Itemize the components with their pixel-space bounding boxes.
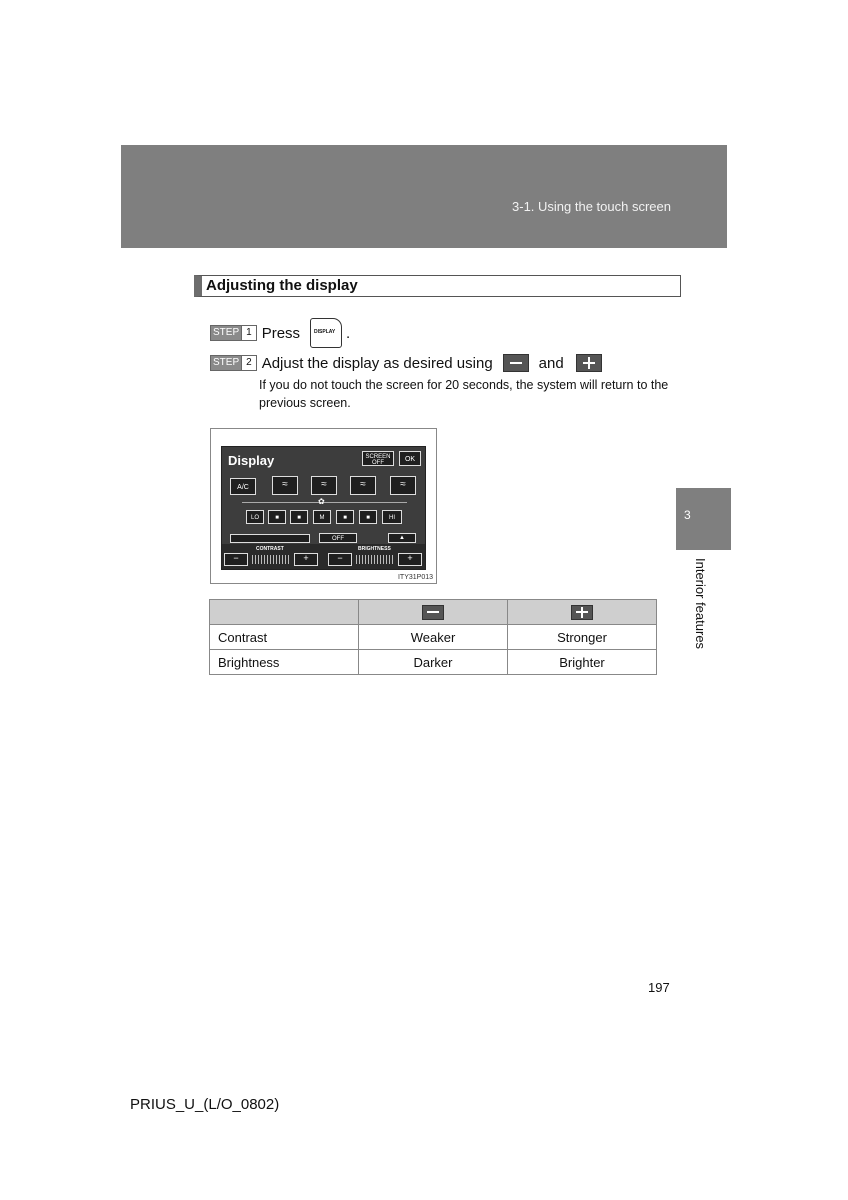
- table-row: [210, 625, 657, 650]
- adjustment-table: [209, 599, 657, 675]
- display-key-icon: DISPLAY: [310, 318, 342, 348]
- contrast-slider[interactable]: [252, 555, 290, 564]
- vent-mode-2-icon[interactable]: ≈: [311, 476, 337, 495]
- fan-level-5-button[interactable]: ■: [336, 510, 354, 524]
- step-1: [210, 318, 350, 348]
- note-text: If you do not touch the screen for 20 seconds, the system will return to the previous screen.: [259, 378, 669, 410]
- fan-level-2-button[interactable]: ■: [268, 510, 286, 524]
- chapter-number: 3: [684, 508, 691, 522]
- fan-icon: ✿: [318, 497, 325, 506]
- chapter-label: Interior features: [693, 558, 708, 650]
- touch-screen: [221, 446, 426, 570]
- brightness-minus-button[interactable]: −: [328, 553, 352, 566]
- fan-m-button[interactable]: M: [313, 510, 331, 524]
- table-header-empty: [210, 600, 359, 625]
- plus-icon: [571, 605, 593, 620]
- contrast-label: CONTRAST: [256, 546, 284, 552]
- footer-code: PRIUS_U_(L/O_0802): [130, 1096, 280, 1113]
- brightness-slider[interactable]: [356, 555, 394, 564]
- figure-code: ITY31P013: [397, 574, 433, 581]
- row-label: Contrast: [210, 625, 359, 650]
- scroll-up-button[interactable]: ▲: [388, 533, 416, 543]
- row-minus-value: Weaker: [359, 625, 508, 650]
- step-text: Adjust the display as desired using: [261, 354, 493, 372]
- minus-icon: [422, 605, 444, 620]
- row-plus-value: Stronger: [508, 625, 657, 650]
- step-badge: STEP 1: [210, 325, 257, 341]
- defrost-icon[interactable]: ≈: [390, 476, 416, 495]
- row-plus-value: Brighter: [508, 650, 657, 675]
- table-header-plus: [508, 600, 657, 625]
- row-label: Brightness: [210, 650, 359, 675]
- section-reference: 3-1. Using the touch screen: [512, 199, 671, 214]
- page-number: 197: [648, 980, 670, 995]
- fan-lo-button[interactable]: LO: [246, 510, 264, 524]
- table-header-row: [210, 600, 657, 625]
- step-text: Press: [261, 324, 301, 342]
- step-text-mid: and: [538, 354, 564, 372]
- fan-hi-button[interactable]: HI: [382, 510, 402, 524]
- table-header-minus: [359, 600, 508, 625]
- display-figure: [210, 428, 437, 584]
- ok-button[interactable]: OK: [399, 451, 421, 466]
- brightness-plus-button[interactable]: +: [398, 553, 422, 566]
- step-badge: STEP 2: [210, 355, 257, 371]
- section-title: Adjusting the display: [194, 275, 681, 297]
- vent-mode-3-icon[interactable]: ≈: [350, 476, 376, 495]
- row-minus-value: Darker: [359, 650, 508, 675]
- table-row: [210, 650, 657, 675]
- plus-icon: [576, 354, 602, 372]
- brightness-label: BRIGHTNESS: [358, 546, 391, 552]
- screen-off-button[interactable]: SCREEN OFF: [362, 451, 394, 466]
- contrast-plus-button[interactable]: +: [294, 553, 318, 566]
- airflow-button[interactable]: [230, 534, 310, 543]
- ac-button[interactable]: A/C: [230, 478, 256, 495]
- header-band: [121, 145, 727, 248]
- step-2: [210, 354, 602, 372]
- step-text-end: .: [346, 324, 351, 342]
- screen-title: Display: [228, 453, 275, 468]
- fan-level-3-button[interactable]: ■: [290, 510, 308, 524]
- vent-mode-1-icon[interactable]: ≈: [272, 476, 298, 495]
- contrast-minus-button[interactable]: −: [224, 553, 248, 566]
- fan-level-6-button[interactable]: ■: [359, 510, 377, 524]
- chapter-tab: [676, 488, 731, 550]
- minus-icon: [503, 354, 529, 372]
- fan-off-button[interactable]: OFF: [319, 533, 357, 543]
